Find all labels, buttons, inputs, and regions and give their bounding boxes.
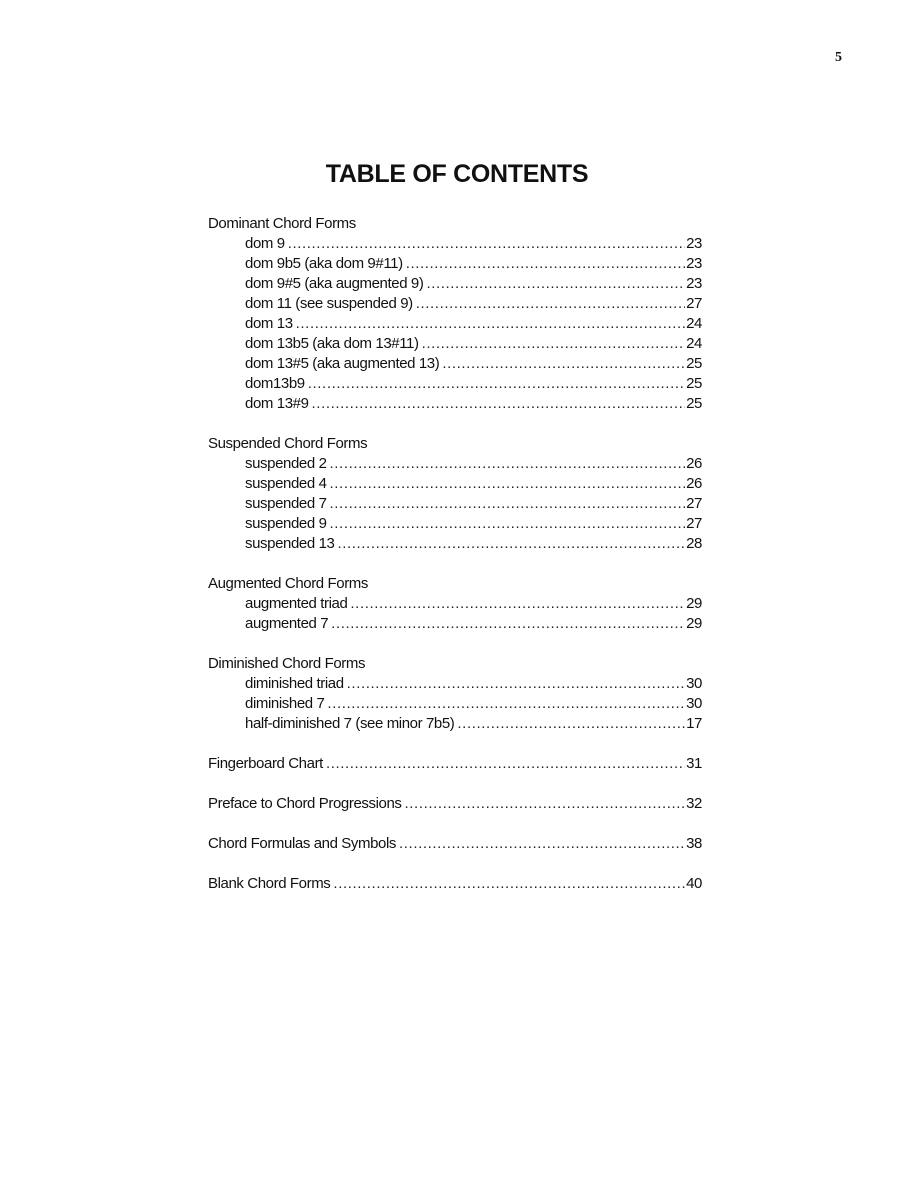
dot-leader [442,354,685,374]
entry-page: 29 [686,615,702,632]
entry-page: 23 [686,275,702,292]
entry-page: 28 [686,535,702,552]
entry-page: 25 [686,395,702,412]
toc-section-diminished [208,654,702,734]
dot-leader [406,254,685,274]
entry-label: Blank Chord Forms [208,875,331,892]
entry-label: dom 13#9 [245,395,309,412]
toc-entry [208,234,702,254]
entry-page: 26 [686,455,702,472]
toc-entry [208,474,702,494]
entry-label: dom 11 (see suspended 9) [245,295,413,312]
entry-page: 17 [686,715,702,732]
entry-label: dom 9b5 (aka dom 9#11) [245,255,403,272]
dot-leader [330,514,686,534]
entry-label: dom13b9 [245,375,305,392]
toc-entry [208,874,702,894]
entry-page: 24 [686,335,702,352]
entry-page: 27 [686,295,702,312]
page-title: TABLE OF CONTENTS [325,160,589,188]
toc-standalone-blank-forms [208,874,702,894]
entry-label: diminished triad [245,675,344,692]
entry-label: dom 13 [245,315,293,332]
section-heading: Suspended Chord Forms [208,435,368,452]
toc-entry [208,834,702,854]
entry-label: diminished 7 [245,695,325,712]
dot-leader [312,394,686,414]
dot-leader [405,794,686,814]
toc-standalone-formulas [208,834,702,854]
dot-leader [331,614,685,634]
entry-label: suspended 2 [245,455,327,472]
dot-leader [308,374,685,394]
toc-entry [208,354,702,374]
entry-label: suspended 4 [245,475,327,492]
dot-leader [288,234,685,254]
entry-page: 27 [686,495,702,512]
entry-label: half-diminished 7 (see minor 7b5) [245,715,455,732]
toc-section-augmented [208,574,702,634]
toc-entry [208,514,702,534]
toc-entry [208,534,702,554]
toc-entry [208,394,702,414]
dot-leader [337,534,685,554]
section-heading: Augmented Chord Forms [208,575,369,592]
dot-leader [457,714,685,734]
entry-label: Fingerboard Chart [208,755,323,772]
entry-page: 25 [686,375,702,392]
entry-label: dom 9 [245,235,285,252]
toc-entry [208,314,702,334]
dot-leader [416,294,685,314]
toc-entry [208,274,702,294]
toc-entry [208,694,702,714]
entry-page: 30 [686,675,702,692]
toc-entry [208,714,702,734]
section-heading: Diminished Chord Forms [208,655,366,672]
entry-label: suspended 13 [245,535,335,552]
entry-label: Chord Formulas and Symbols [208,835,397,852]
entry-label: dom 9#5 (aka augmented 9) [245,275,424,292]
toc-entry [208,454,702,474]
toc-entry [208,674,702,694]
dot-leader [350,594,685,614]
dot-leader [326,754,685,774]
entry-page: 31 [686,755,702,772]
entry-label: augmented 7 [245,615,329,632]
toc-entry [208,594,702,614]
entry-page: 38 [686,835,702,852]
toc-entry [208,294,702,314]
dot-leader [330,454,686,474]
entry-page: 23 [686,235,702,252]
entry-page: 27 [686,515,702,532]
table-of-contents [208,214,702,914]
section-heading: Dominant Chord Forms [208,215,356,232]
entry-label: dom 13#5 (aka augmented 13) [245,355,440,372]
page-number: 5 [835,50,842,65]
dot-leader [330,474,686,494]
dot-leader [422,334,686,354]
toc-section-dominant [208,214,702,414]
entry-label: suspended 7 [245,495,327,512]
toc-standalone-fingerboard [208,754,702,774]
toc-entry [208,754,702,774]
dot-leader [333,874,685,894]
entry-page: 30 [686,695,702,712]
entry-label: suspended 9 [245,515,327,532]
dot-leader [426,274,685,294]
dot-leader [347,674,685,694]
dot-leader [296,314,685,334]
toc-entry [208,254,702,274]
toc-entry [208,374,702,394]
toc-entry [208,794,702,814]
entry-page: 32 [686,795,702,812]
entry-page: 24 [686,315,702,332]
dot-leader [330,494,686,514]
entry-label: dom 13b5 (aka dom 13#11) [245,335,419,352]
entry-page: 25 [686,355,702,372]
toc-section-suspended [208,434,702,554]
toc-entry [208,334,702,354]
entry-label: augmented triad [245,595,348,612]
entry-page: 26 [686,475,702,492]
entry-page: 40 [686,875,702,892]
entry-page: 29 [686,595,702,612]
dot-leader [399,834,685,854]
entry-page: 23 [686,255,702,272]
dot-leader [327,694,685,714]
toc-standalone-preface [208,794,702,814]
entry-label: Preface to Chord Progressions [208,795,402,812]
toc-entry [208,614,702,634]
toc-entry [208,494,702,514]
